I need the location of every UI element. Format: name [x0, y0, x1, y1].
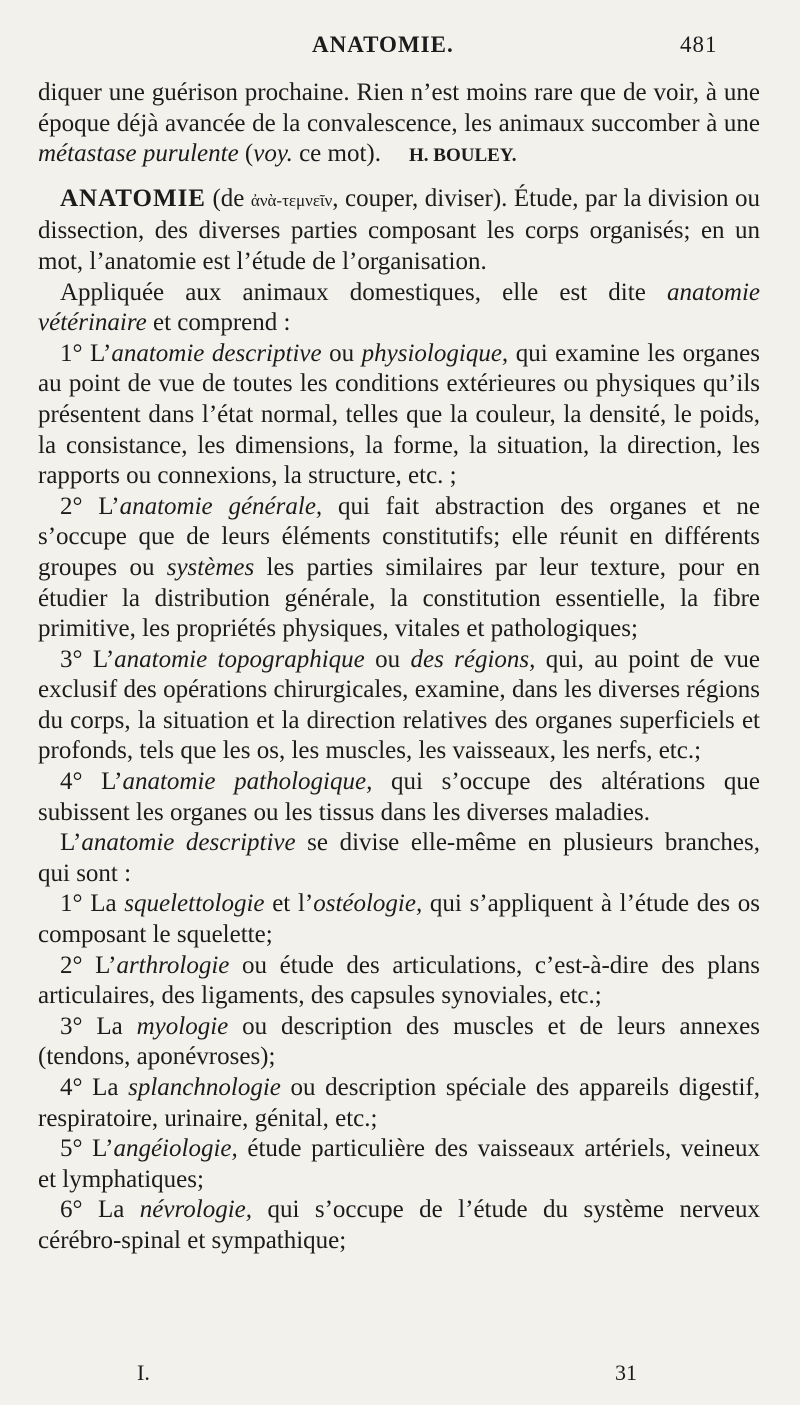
author-signature: H. BOULEY.	[409, 145, 517, 167]
division-item: 1° L’anatomie descriptive ou physiologique, qui examine les organes au point de vue de toutes les conditions extérieures ou physiques qu’ils présentent dans l’état normal, telles que la couleur, la densité, le poids, la consistance, les dimensions, la forme, la situation, la direction, les rapports ou connexions, la structure, etc. ;	[38, 339, 760, 490]
gathering-signature: 31	[615, 1360, 637, 1385]
greek-etymology: ἀνὰ-τεμνεῖν	[250, 190, 333, 210]
running-title: ANATOMIE.	[312, 32, 454, 57]
descriptive-intro-paragraph: L’anatomie descriptive se divise elle-même en plusieurs branches, qui sont :	[38, 829, 760, 887]
division-item: 4° L’anatomie pathologique, qui s’occupe des altérations que subissent les organes ou les tissus dans les diverses maladies.	[38, 768, 760, 826]
continuation-paragraph: diquer une guérison prochaine. Rien n’est moins rare que de voir, à une époque déjà avancée de la convalescence, les animaux succomber à une métastase purulente (voy. ce mot). H. BOULEY.	[38, 79, 760, 168]
branch-item: 6° La névrologie, qui s’occupe de l’étude du système nerveux cérébro-spinal et sympathique;	[38, 1196, 760, 1254]
body-text	[38, 78, 760, 1257]
applied-paragraph: Appliquée aux animaux domestiques, elle est dite anatomie vétérinaire et comprend :	[38, 278, 760, 337]
page-number: 481	[680, 32, 718, 57]
volume-signature: I.	[137, 1360, 150, 1385]
branch-item: 5° L’angéiologie, étude particulière des vaisseaux artériels, veineux et lymphatiques;	[38, 1135, 760, 1193]
division-item: 2° L’anatomie générale, qui fait abstraction des organes et ne s’occupe que de leurs éléments constitutifs; elle réunit en différents groupes ou systèmes les parties similaires par leur texture, pour en étudier la distribution générale, la constitution essentielle, la fibre primitive, les propriétés physiques, vitales et pathologiques;	[38, 492, 761, 643]
branch-item: 1° La squelettologie et l’ostéologie, qui s’appliquent à l’étude des os composant le squelette;	[38, 890, 760, 949]
entry-term: ANATOMIE	[60, 184, 206, 212]
entry-paragraph: ANATOMIE (de ἀνὰ-τεμνεῖν, couper, diviser). Étude, par la division ou dissection, des diverses parties composant les corps organisés; en un mot, l’anatomie est l’étude de l’organisation.	[38, 184, 761, 275]
branch-item: 2° L’arthrologie ou étude des articulations, c’est-à-dire des plans articulaires, des ligaments, des capsules synoviales, etc.;	[38, 951, 760, 1010]
branch-item: 3° La myologie ou description des muscles et de leurs annexes (tendons, aponévroses);	[38, 1012, 760, 1071]
branch-item: 4° La splanchnologie ou description spéciale des appareils digestif, respiratoire, urinaire, génital, etc.;	[38, 1074, 760, 1132]
division-item: 3° L’anatomie topographique ou des régions, qui, au point de vue exclusif des opérations chirurgicales, examine, dans les diverses régions du corps, la situation et la direction relatives des organes superficiels et profonds, tels que les os, les muscles, les vaisseaux, les nerfs, etc.;	[38, 645, 760, 765]
running-header	[0, 30, 800, 64]
